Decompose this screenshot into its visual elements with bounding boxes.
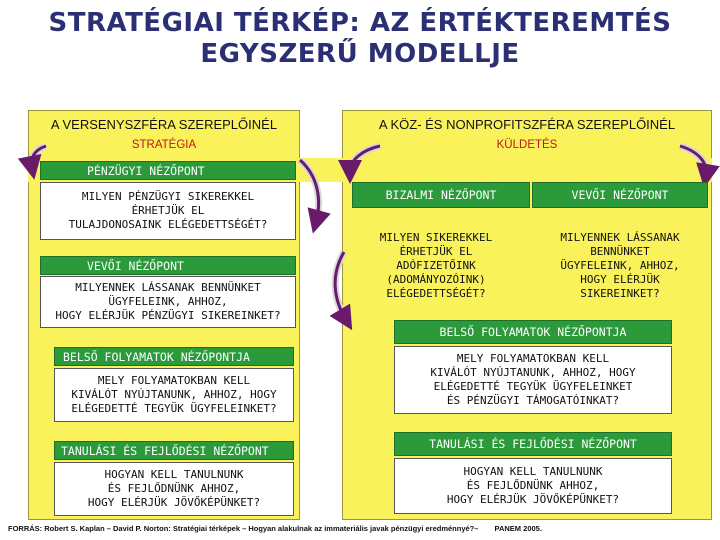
right-header: A KÖZ- ÉS NONPROFITSZFÉRA SZEREPLŐINÉL xyxy=(378,117,676,132)
left-internal-question: MELY FOLYAMATOKBAN KELL KIVÁLÓT NYÚJTANUNK, AHHOZ, HOGY ELÉGEDETTÉ TEGYÜK ÜGYFELEINKET? xyxy=(54,368,294,422)
right-internal-question: MELY FOLYAMATOKBAN KELL KIVÁLÓT NYÚJTANUNK, AHHOZ, HOGY ELÉGEDETTÉ TEGYÜK ÜGYFELEINKET ÉS PÉNZÜGYI TÁMOGATÓINKAT? xyxy=(394,346,672,414)
mission-label: KÜLDETÉS xyxy=(496,139,558,151)
left-financial-bar xyxy=(40,161,296,180)
title-line-1: STRATÉGIAI TÉRKÉP: AZ ÉRTÉKTEREMTÉS xyxy=(48,8,672,38)
left-learning-label: TANULÁSI ÉS FEJLŐDÉSI NÉZŐPONT xyxy=(54,441,294,460)
right-internal-label: BELSŐ FOLYAMATOK NÉZŐPONTJA xyxy=(394,320,672,344)
source-citation xyxy=(8,524,542,533)
right-customer-label: VEVŐI NÉZŐPONT xyxy=(532,182,708,208)
left-header: A VERSENYSZFÉRA SZEREPLŐINÉL xyxy=(50,117,278,132)
right-trust-question: MILYEN SIKEREKKEL ÉRHETJÜK EL ADÓFIZETŐINK (ADOMÁNYOZÓINK) ELÉGEDETTSÉGÉT? xyxy=(379,231,493,300)
right-customer-question: MILYENNEK LÁSSANAK BENNÜNKET ÜGYFELEINK, AHHOZ, HOGY ELÉRJÜK SIKEREINKET? xyxy=(560,231,680,300)
right-trust-label: BIZALMI NÉZŐPONT xyxy=(352,182,530,208)
strategy-label: STRATÉGIA xyxy=(131,139,197,151)
left-internal-label: BELSŐ FOLYAMATOK NÉZŐPONTJA xyxy=(54,347,294,366)
left-financial-label-text: PÉNZÜGYI NÉZŐPONT xyxy=(87,163,205,178)
source-publisher: PANEM 2005. xyxy=(494,524,542,533)
left-financial-question: MILYEN PÉNZÜGYI SIKEREKKEL ÉRHETJÜK EL TULAJDONOSAINK ELÉGEDETTSÉGÉT? xyxy=(40,182,296,240)
right-learning-question: HOGYAN KELL TANULNUNK ÉS FEJLŐDNÜNK AHHOZ, HOGY ELÉRJÜK JÖVŐKÉPÜNKET? xyxy=(394,458,672,514)
left-customer-question: MILYENNEK LÁSSANAK BENNÜNKET ÜGYFELEINK, AHHOZ, HOGY ELÉRJÜK PÉNZÜGYI SIKEREINKET? xyxy=(40,276,296,328)
right-learning-label: TANULÁSI ÉS FEJLŐDÉSI NÉZŐPONT xyxy=(394,432,672,456)
title-line-2: EGYSZERŰ MODELLJE xyxy=(200,39,520,69)
left-customer-label: VEVŐI NÉZŐPONT xyxy=(40,256,296,275)
left-learning-question: HOGYAN KELL TANULNUNK ÉS FEJLŐDNÜNK AHHOZ, HOGY ELÉRJÜK JÖVŐKÉPÜNKET? xyxy=(54,462,294,516)
source-text: FORRÁS: Robert S. Kaplan – David P. Norton: Stratégiai térképek – Hogyan alakulnak az immateriális javak pénzügyi eredménnyé?– xyxy=(8,524,479,533)
